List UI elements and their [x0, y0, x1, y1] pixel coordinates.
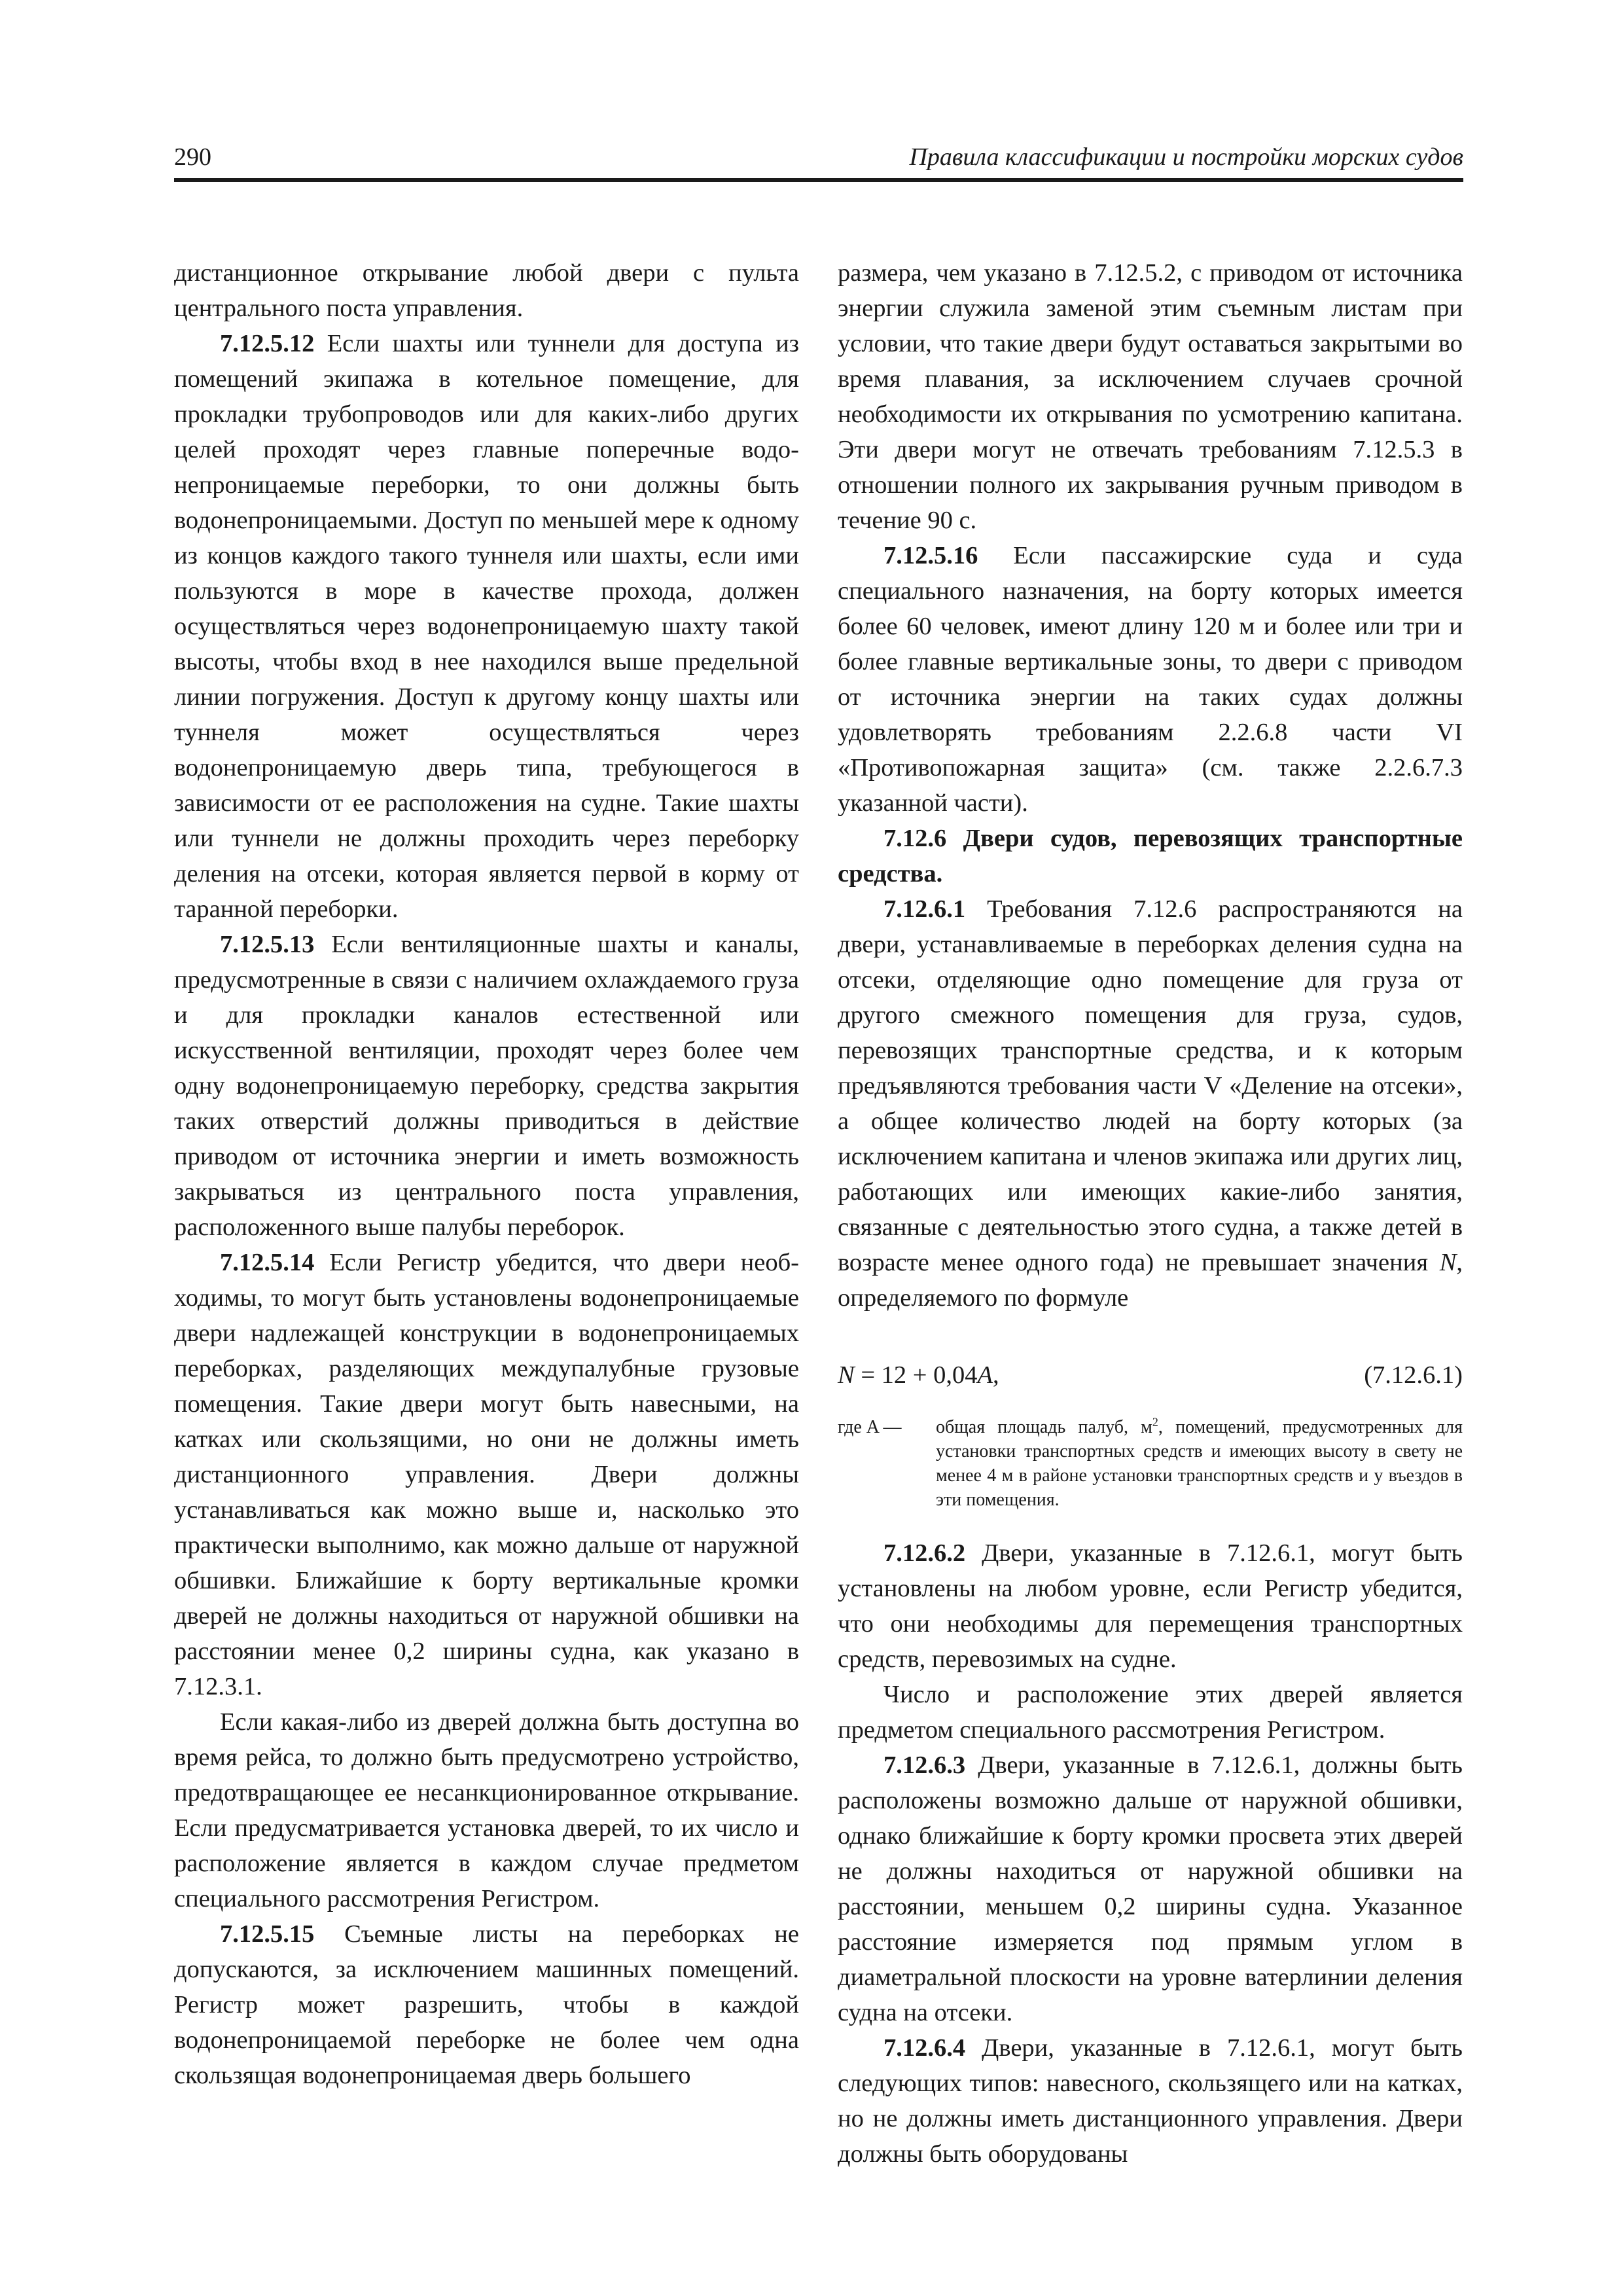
clause-number: 7.12.6.2 [883, 1539, 966, 1567]
paragraph [838, 1677, 1463, 1748]
clause-number: 7.12.5.12 [220, 330, 315, 357]
right-column [838, 255, 1463, 2172]
paragraph [174, 326, 799, 927]
formula-comma: , [993, 1361, 999, 1389]
page-number: 290 [174, 143, 211, 171]
paragraph-text: Если пассажирские суда и суда специального назначения, на борту которых имеется более 60 человек, имеют длину 120 м и более или три и более главные вертикальные зоны, то двери с приводом от источника энергии на таких судах должны удовлетворять требованиям 2.2.6.8 части VI «Противопожарная защита» (см. также 2.2.6.7.3 указанной части). [838, 542, 1463, 817]
note-superscript: 2 [1152, 1415, 1158, 1429]
running-title: Правила классификации и постройки морских судов [909, 143, 1463, 171]
formula-equals: = [854, 1361, 882, 1389]
note-text-part: , помещений, предусмотренных для установки транспортных средств и имеющих высоту в свету не менее 4 м в районе установки транспортных средств и у въездов в эти помещения. [936, 1417, 1463, 1510]
paragraph-text: Число и расположение этих дверей является предметом специального рассмотрения Регистром. [838, 1681, 1463, 1744]
paragraph [838, 2030, 1463, 2172]
formula-constant: 12 + 0,04 [881, 1361, 978, 1389]
paragraph [174, 1704, 799, 1916]
note-label: где A — [838, 1417, 902, 1437]
paragraph-text: , определяемого по формуле [838, 1249, 1463, 1312]
formula-number: (7.12.6.1) [1364, 1361, 1463, 1389]
clause-number: 7.12.6.4 [883, 2034, 966, 2062]
section-heading: 7.12.6 Двери судов, перевозящих транспортные средства. [838, 825, 1463, 888]
clause-number: 7.12.6.1 [883, 895, 966, 923]
paragraph-text: Если шахты или туннели для доступа из помещений экипажа в котельное помещение, для прокладки трубопроводов или для каких-либо других целей проходят через главные поперечные водонепроницаемые переборки, то они должны быть водонепроницаемыми. Доступ по меньшей мере к одному из концов каждого такого туннеля или шахты, если ими пользуются в море в качестве прохода, должен осуществляться через водонепроницаемую шахту такой высоты, чтобы вход в нее находился выше предельной линии погружения. Доступ к другому концу шахты или туннеля может осуществляться через водонепроницаемую дверь типа, требующегося в зависимости от ее расположения на судне. Такие шахты или туннели не должны проходить через переборку деления на отсеки, которая является первой в корму от таранной переборки. [174, 330, 799, 923]
paragraph-text: Требования 7.12.6 распространяются на двери, устанавливаемые в переборках деления судна на отсеки, отделяющие одно помещение для груза от другого смежного помещения для груза, судов, перевозящих транспортные средства, и к которым предъявляются требования части V «Деление на отсеки», а общее количество людей на борту которых (за исключением капитана и членов экипажа или других лиц, работающих или имеющих какие-либо занятия, связанные с деятельностью этого судна, а также детей в возрасте менее одного года) не превышает значения [838, 895, 1463, 1276]
paragraph-text: Двери, указанные в 7.12.6.1, могут быть установлены на любом уровне, если Регистр убедится, что они необходимы для перемещения транспортных средств, перевозимых на судне. [838, 1539, 1463, 1673]
paragraph-text: Двери, указанные в 7.12.6.1, должны быть расположены возможно дальше от наружной обшивки, однако ближайшие к борту кромки просвета этих дверей не должны находиться от наружной обшивки на расстоянии, меньшем 0,2 ширины судна. Указанное расстояние измеряется под прямым углом в диаметральной плоскости на уровне ватерлинии деления судна на отсеки. [838, 1751, 1463, 2026]
paragraph [174, 1245, 799, 1704]
clause-number: 7.12.5.16 [883, 542, 978, 569]
paragraph [174, 255, 799, 326]
clause-number: 7.12.6.3 [883, 1751, 966, 1779]
header-rule [174, 178, 1463, 182]
formula-variable: N [1439, 1249, 1457, 1276]
paragraph [838, 1748, 1463, 2030]
formula-lhs: N [838, 1361, 855, 1389]
formula [838, 1357, 1463, 1393]
paragraph-text: Если вентиляционные шахты и каналы, предусмотренные в связи с наличием охлаждаемого груза и для прокладки каналов естественной или искусственной вентиляции, проходят через более чем одну водонепроницаемую переборку, средства закрытия таких отверстий должны приводиться в действие приводом от источника энергии и иметь возможность закрываться из центрального поста управления, расположенного выше палубы переборок. [174, 931, 799, 1241]
formula-expression [838, 1357, 999, 1393]
paragraph-text: Если Регистр убедится, что двери необходимы, то могут быть установлены водонепроницаемые двери надлежащей конструкции в водонепроницаемых переборках, разделяющих междупалубные грузовые помещения. Такие двери могут быть навесными, на катках или скользящими, но они не должны иметь дистанционного управления. Двери должны устанавливаться как можно выше и, насколько это практически выполнимо, как можно дальше от наружной обшивки. Ближайшие к борту вертикальные кромки дверей не должны находиться от наружной обшивки на расстоянии менее 0,2 ширины судна, как указано в 7.12.3.1. [174, 1249, 799, 1700]
formula-variable: A [977, 1361, 993, 1389]
paragraph [838, 891, 1463, 1316]
paragraph-text: Съемные листы на переборках не допускаются, за исключением машинных помещений. Регистр может разрешить, чтобы в каждой водонепроницаемой переборке не более чем одна скользящая водонепроницаемая дверь большего [174, 1920, 799, 2089]
note-text-part: общая площадь палуб, м [936, 1417, 1152, 1437]
paragraph-text: размера, чем указано в 7.12.5.2, с приводом от источника энергии служила заменой этим съемным листам при условии, что такие двери будут оставаться закрытыми во время плавания, за исключением случаев срочной необходимости их открывания по усмотрению капитана. Эти двери могут не отвечать требованиям 7.12.5.3 в отношении полного их закрывания ручным приводом в течение 90 с. [838, 259, 1463, 534]
left-column [174, 255, 799, 2093]
paragraph [838, 1535, 1463, 1677]
note-text [936, 1415, 1463, 1512]
clause-number: 7.12.5.13 [220, 931, 315, 958]
page-header [174, 143, 1463, 181]
paragraph [838, 538, 1463, 821]
paragraph [838, 255, 1463, 538]
paragraph-text: дистанционное открывание любой двери с пульта центрального поста управления. [174, 259, 799, 322]
clause-number: 7.12.5.15 [220, 1920, 315, 1948]
paragraph [174, 1916, 799, 2093]
formula-note [838, 1415, 1463, 1512]
paragraph-text: Двери, указанные в 7.12.6.1, могут быть следующих типов: навесного, скользящего или на катках, но не должны иметь дистанционного управления. Двери должны быть оборудованы [838, 2034, 1463, 2168]
clause-number: 7.12.5.14 [220, 1249, 315, 1276]
paragraph-text: Если какая-либо из дверей должна быть доступна во время рейса, то должно быть предусмотрено устройство, предотвращающее ее несанкционированное открывание. Если предусматривается установка дверей, то их число и расположение является в каждом случае предметом специального рассмотрения Регистром. [174, 1708, 799, 1912]
paragraph [174, 927, 799, 1245]
